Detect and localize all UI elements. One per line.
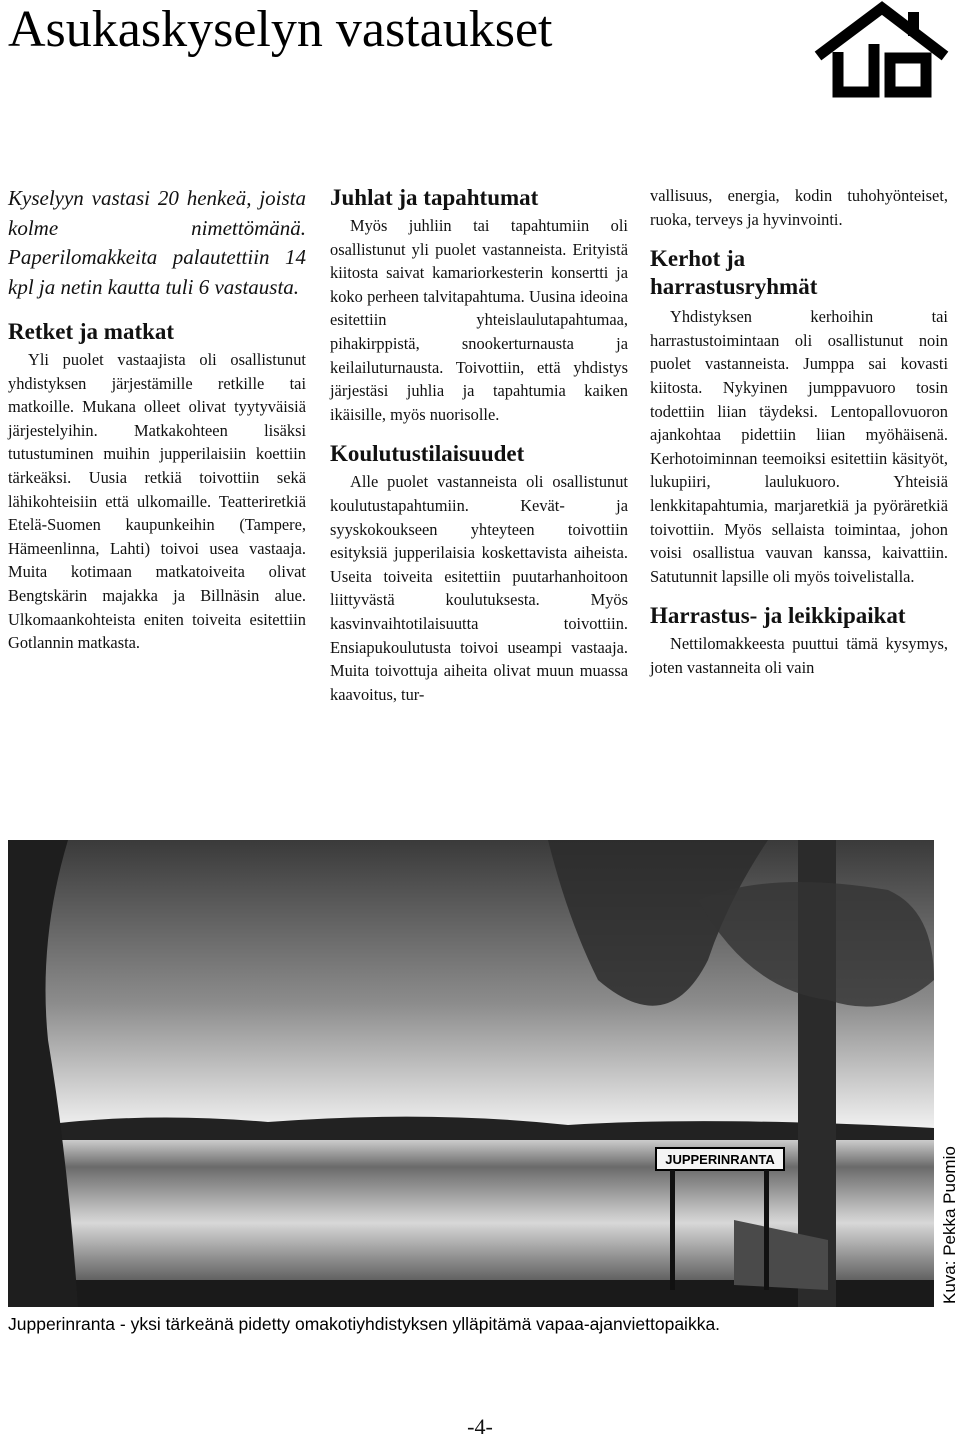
photo-caption: Jupperinranta - yksi tärkeänä pidetty omakotiyhdistyksen ylläpitämä vapaa-ajanviettopaikka.: [8, 1314, 721, 1334]
photo-credit: [936, 1146, 960, 1330]
sign-text: JUPPERINRANTA: [665, 1152, 775, 1167]
continued-text: vallisuus, energia, kodin tuhohyönteiset, ruoka, terveys ja hyvinvointi.: [650, 186, 948, 229]
play-areas-text: Nettilomakkeesta puuttui tämä kysymys, joten vastanneita oli vain: [650, 634, 948, 677]
heading-trips: Retket ja matkat: [8, 319, 175, 344]
trips-text: Yli puolet vastaajista oli osallistunut yhdistyksen järjestämille retkille tai matkoille. Mukana olleet olivat tyytyväisiä järjestelyihin. Matkakohteen lisäksi tutustuminen muihin jupperilaisiin koettiin tärkeäksi. Uusia retkiä toivottiin sekä lähikohteisiin että ulkomaille. Teatteriretkiä Etelä-Suomen kaupunkeihin (Tampere, Hämeenlinna, Lahti) toivoi usea vastaaja. Muita kotimaan matkatoiveita olivat Bengtskärin majakka ja Billnäsin alue. Ulkomaankohteista eniten toiveita esitettiin Gotlannin matkasta.: [8, 350, 306, 653]
lake-photo: [8, 840, 934, 1307]
page-number: -4-: [467, 1414, 493, 1439]
survey-intro: Kyselyyn vastasi 20 henkeä, joista kolme nimettömänä. Paperilomakkeita palautettiin 14 kpl ja netin kautta tuli 6 vastausta.: [8, 186, 306, 299]
heading-clubs: Kerhot ja harrastusryhmät: [650, 246, 818, 300]
column-2: [330, 184, 628, 706]
house-logo-icon: [812, 0, 950, 100]
heading-training: Koulutustilaisuudet: [330, 441, 525, 467]
heading-events: Juhlat ja tapahtumat: [330, 185, 539, 210]
column-1: [8, 184, 306, 655]
photo-credit-text: Kuva: Pekka Puomio: [940, 1146, 959, 1304]
training-text: Alle puolet vastanneista oli osallistunut koulutustapahtumiin. Kevät- ja syyskokoukseen yhteyteen toivottiin esityksiä jupperilaisia koskettavista aiheista. Useita toiveita esitettiin puutarhanhoitoon liittyvästä koulutuksesta. Myös kasvinvaihtotilaisuutta toivottiin. Ensiapukoulutusta toivoi useampi vastaaja. Muita toivottuja aiheita olivat muun muassa kaavoitus, tur-: [330, 472, 628, 704]
page-title: Asukaskyselyn vastaukset: [8, 1, 553, 58]
events-text: Myös juhliin tai tapahtumiin oli osallistunut yli puolet vastanneista. Erityistä kiitosta saivat kamariorkesterin konsertti ja koko perheen talvitapahtuma. Uusina ideoina esitettiin yhteislaulutapahtumaa, pihakirppistä, snookerturnausta ja keilailuturnausta. Toivottiin, että yhdistys järjestäsi juhlia ja tapahtumia kaiken ikäisille, myös nuorisolle.: [330, 216, 628, 424]
column-3: [650, 184, 948, 680]
clubs-text: Yhdistyksen kerhoihin tai harrastustoimintaan oli osallistunut noin puolet vastanneista. Jumppa sai kovasti kiitosta. Nykyinen jumppavuoro tosin todettiin liian täydeksi. Lentopallovuoron ajankohtaa pidettiin liian myöhäisenä. Kerhotoiminnan teemoiksi esitettiin käsityöt, lukupiiri, laulukuoro. Yhteisiä lenkkitapahtumia, marjaretkiä ja pyöräretkiä toivottiin. Myös sellaista toimintaa, johon voisi osallistua vauvan kanssa, kaivattiin. Satutunnit lapsille oli myös toivelistalla.: [650, 307, 948, 586]
heading-play-areas: Harrastus- ja leikkipaikat: [650, 603, 906, 629]
